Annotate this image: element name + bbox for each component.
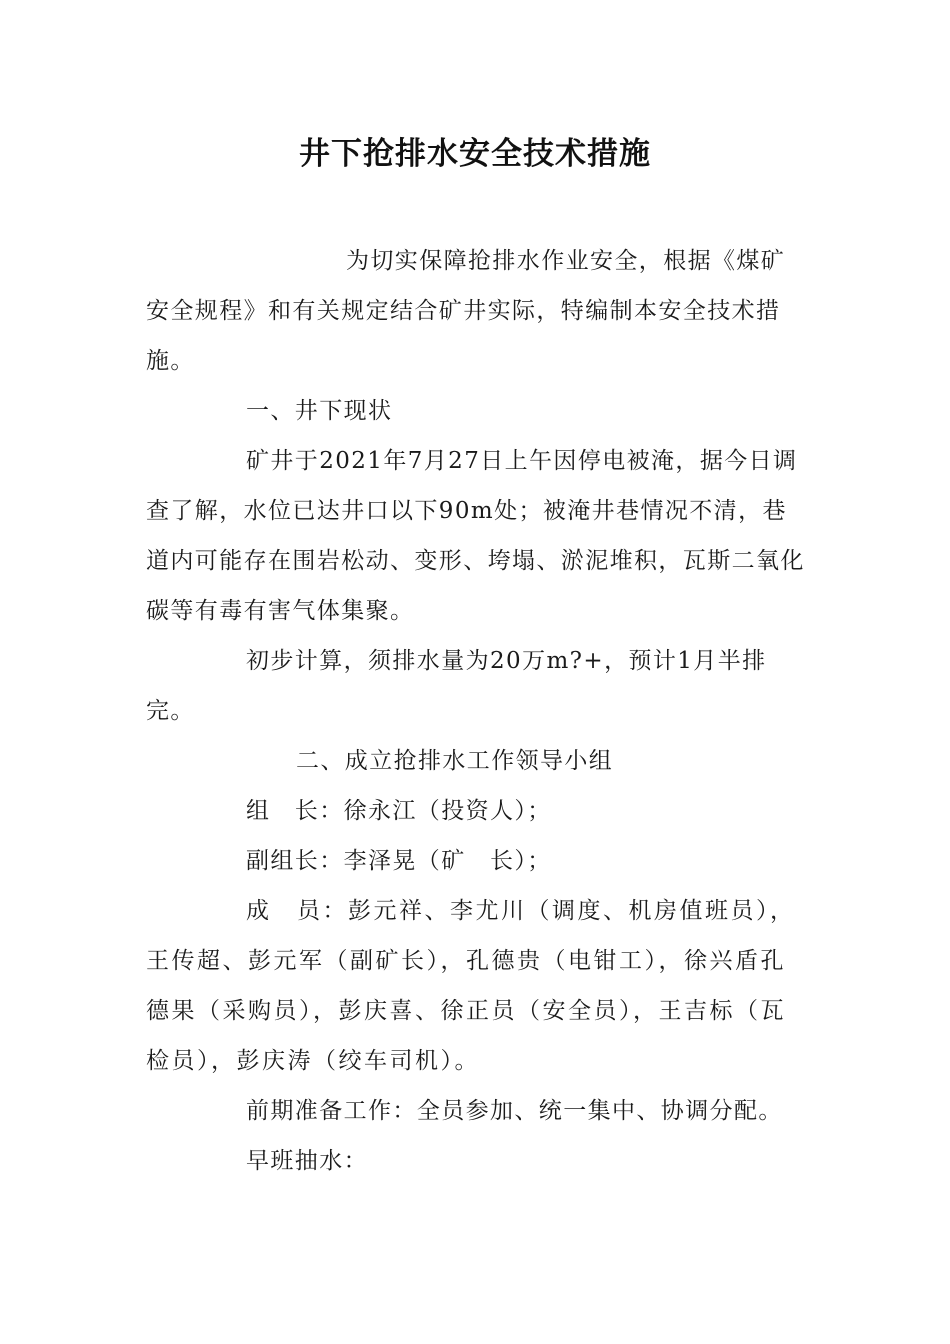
section-heading-leadership-group: 二、成立抢排水工作领导小组 [296,748,614,774]
calculation-paragraph: 初步计算，须排水量为20万m?+，预计1月半排完。 [146,648,767,724]
members-paragraph: 成 员：彭元祥、李尤川（调度、机房值班员），王传超、彭元军（副矿长），孔德贵（电钳工），徐兴盾孔德果（采购员），彭庆喜、徐正员（安全员），王吉标（瓦检员），彭庆涛（绞车司机）。 [146,898,796,1074]
deputy-leader-line: 副组长：李泽晃（矿 长）； [246,848,552,874]
morning-shift-line: 早班抽水： [246,1148,368,1174]
document-title: 井下抢排水安全技术措施 [299,136,651,172]
intro-paragraph: 为切实保障抢排水作业安全，根据《煤矿安全规程》和有关规定结合矿井实际，特编制本安全技术措施。 [146,248,786,374]
section-heading-current-status: 一、井下现状 [246,398,393,424]
status-paragraph: 矿井于2021年7月27日上午因停电被淹，据今日调查了解，水位已达井口以下90m处；被淹井巷情况不清，巷道内可能存在围岩松动、变形、垮塌、淤泥堆积，瓦斯二氧化碳等有毒有害气体集聚。 [146,448,805,624]
group-leader-line: 组 长：徐永江（投资人）； [246,798,552,824]
document-body [146,236,806,1186]
preparation-line: 前期准备工作：全员参加、统一集中、协调分配。 [246,1098,783,1124]
